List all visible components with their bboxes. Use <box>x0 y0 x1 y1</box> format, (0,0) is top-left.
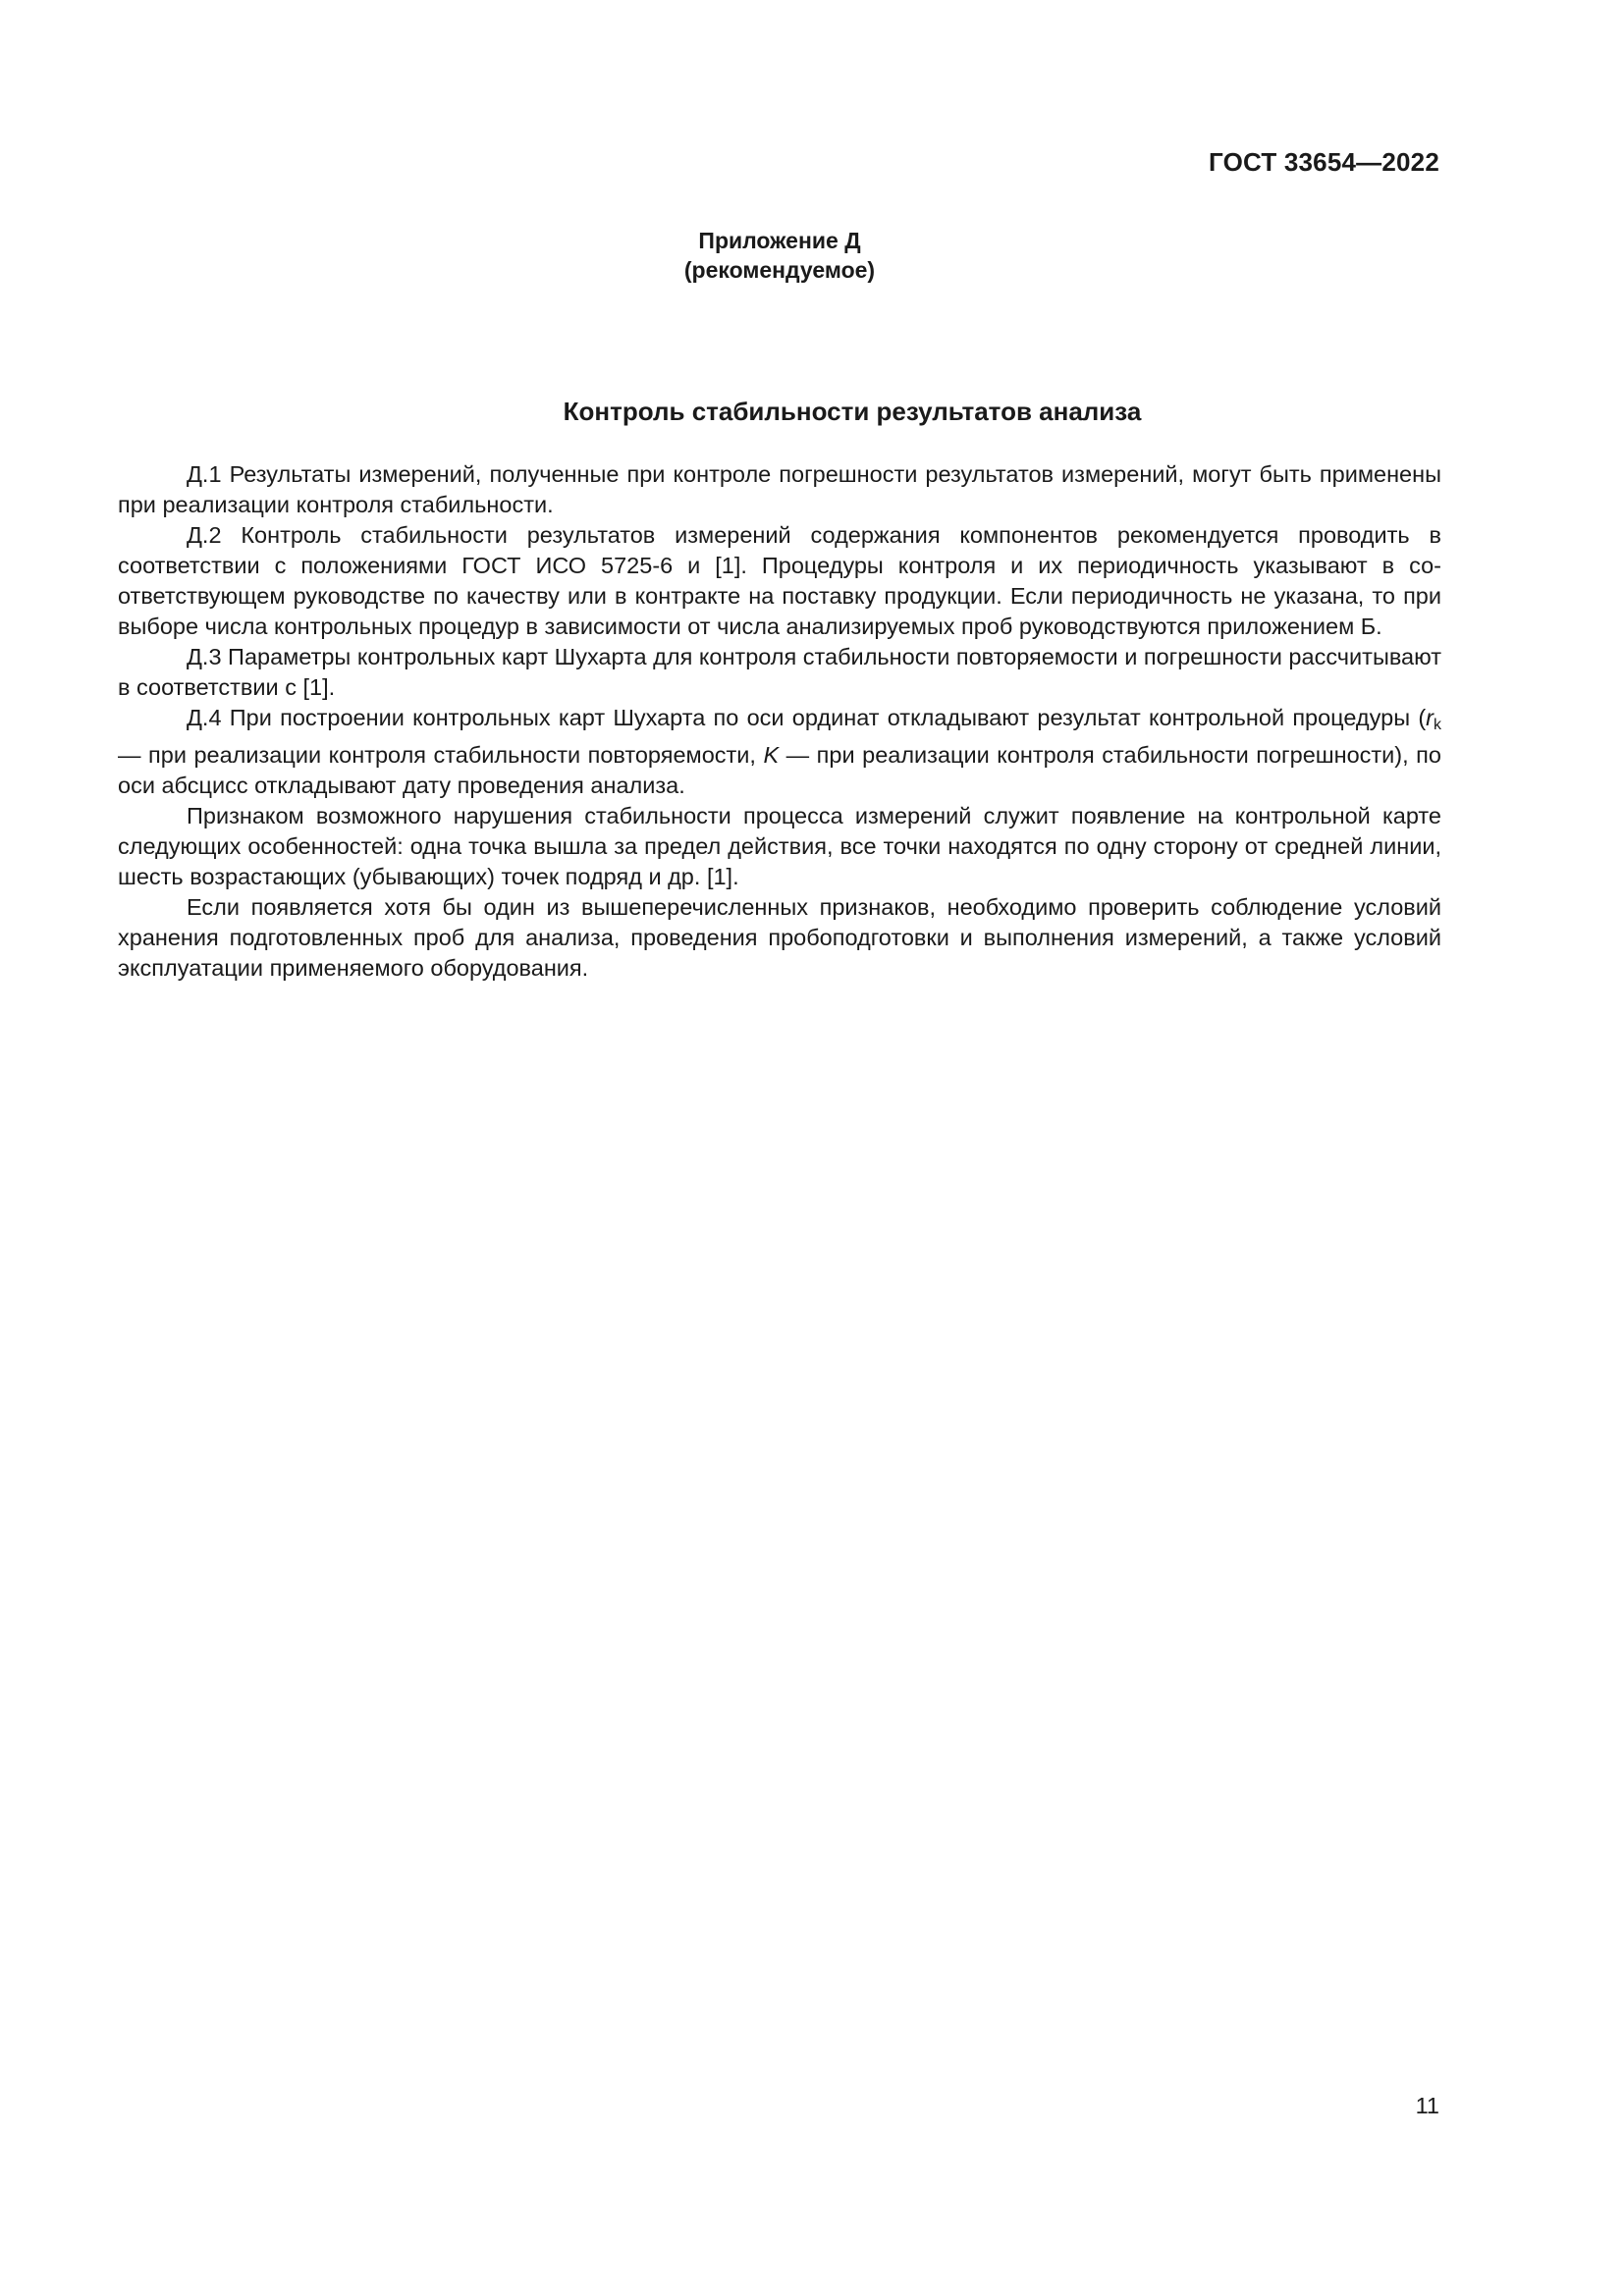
appendix-heading <box>0 226 1559 285</box>
paragraph-d4 <box>118 703 1441 801</box>
standard-code: ГОСТ 33654—2022 <box>1209 147 1439 177</box>
appendix-status: (рекомендуемое) <box>683 257 876 283</box>
paragraph-actions: Если появляется хотя бы один из вышеперечисленных признаков, необходимо проверить соблюдение условий хранения подготовленных проб для анализа, проведения пробоподготовки и выполнения измерений, а также условий эксплуатации применяемого оборудования. <box>118 894 1441 981</box>
paragraph-d2: Д.2 Контроль стабильности результатов измерений содержания компонентов рекомендуется проводить в соответствии с положениями ГОСТ ИСО 5725-6 и [1]. Процедуры контроля и их периодичность указывают в соответствующем руководстве по качеству или в контракте на поставку продукции. Если периодичность не указана, то при выборе числа контрольных процедур в зависимости от числа анализируемых проб руководствуются приложением Б. <box>118 522 1441 639</box>
symbol-r-subscript: k <box>1434 717 1441 733</box>
paragraph-signs: Признаком возможного нарушения стабильности процесса измерений служит появление на контрольной карте следующих особенностей: одна точка вышла за предел действия, все точки находятся по одну сторону от средней линии, шесть возрастающих (убывающих) точек подряд и др. [1]. <box>118 803 1441 889</box>
paragraph-d1: Д.1 Результаты измерений, полученные при контроле погрешности результатов измерений, могут быть применены при реализации контроля стабильности. <box>118 461 1441 517</box>
paragraph-d4-part3: — при реализации контроля стабильности погрешности), по оси абсцисс откладывают дату проведения анализа. <box>118 742 1441 798</box>
body-text <box>118 459 1441 984</box>
symbol-r: r <box>1426 705 1434 730</box>
section-title: Контроль стабильности результатов анализа <box>563 397 1142 426</box>
page-number: 11 <box>1415 2093 1439 2118</box>
appendix-title: Приложение Д <box>698 228 861 253</box>
symbol-k: K <box>763 742 780 768</box>
paragraph-d4-part1: Д.4 При построении контрольных карт Шухарта по оси ординат откладывают результат контрольной процедуры ( <box>187 705 1427 730</box>
paragraph-d3: Д.3 Параметры контрольных карт Шухарта для контроля стабильности повторяемости и погрешности рассчитывают в соответствии с [1]. <box>118 644 1441 700</box>
paragraph-d4-part2: — при реализации контроля стабильности повторяемости, <box>118 742 764 768</box>
